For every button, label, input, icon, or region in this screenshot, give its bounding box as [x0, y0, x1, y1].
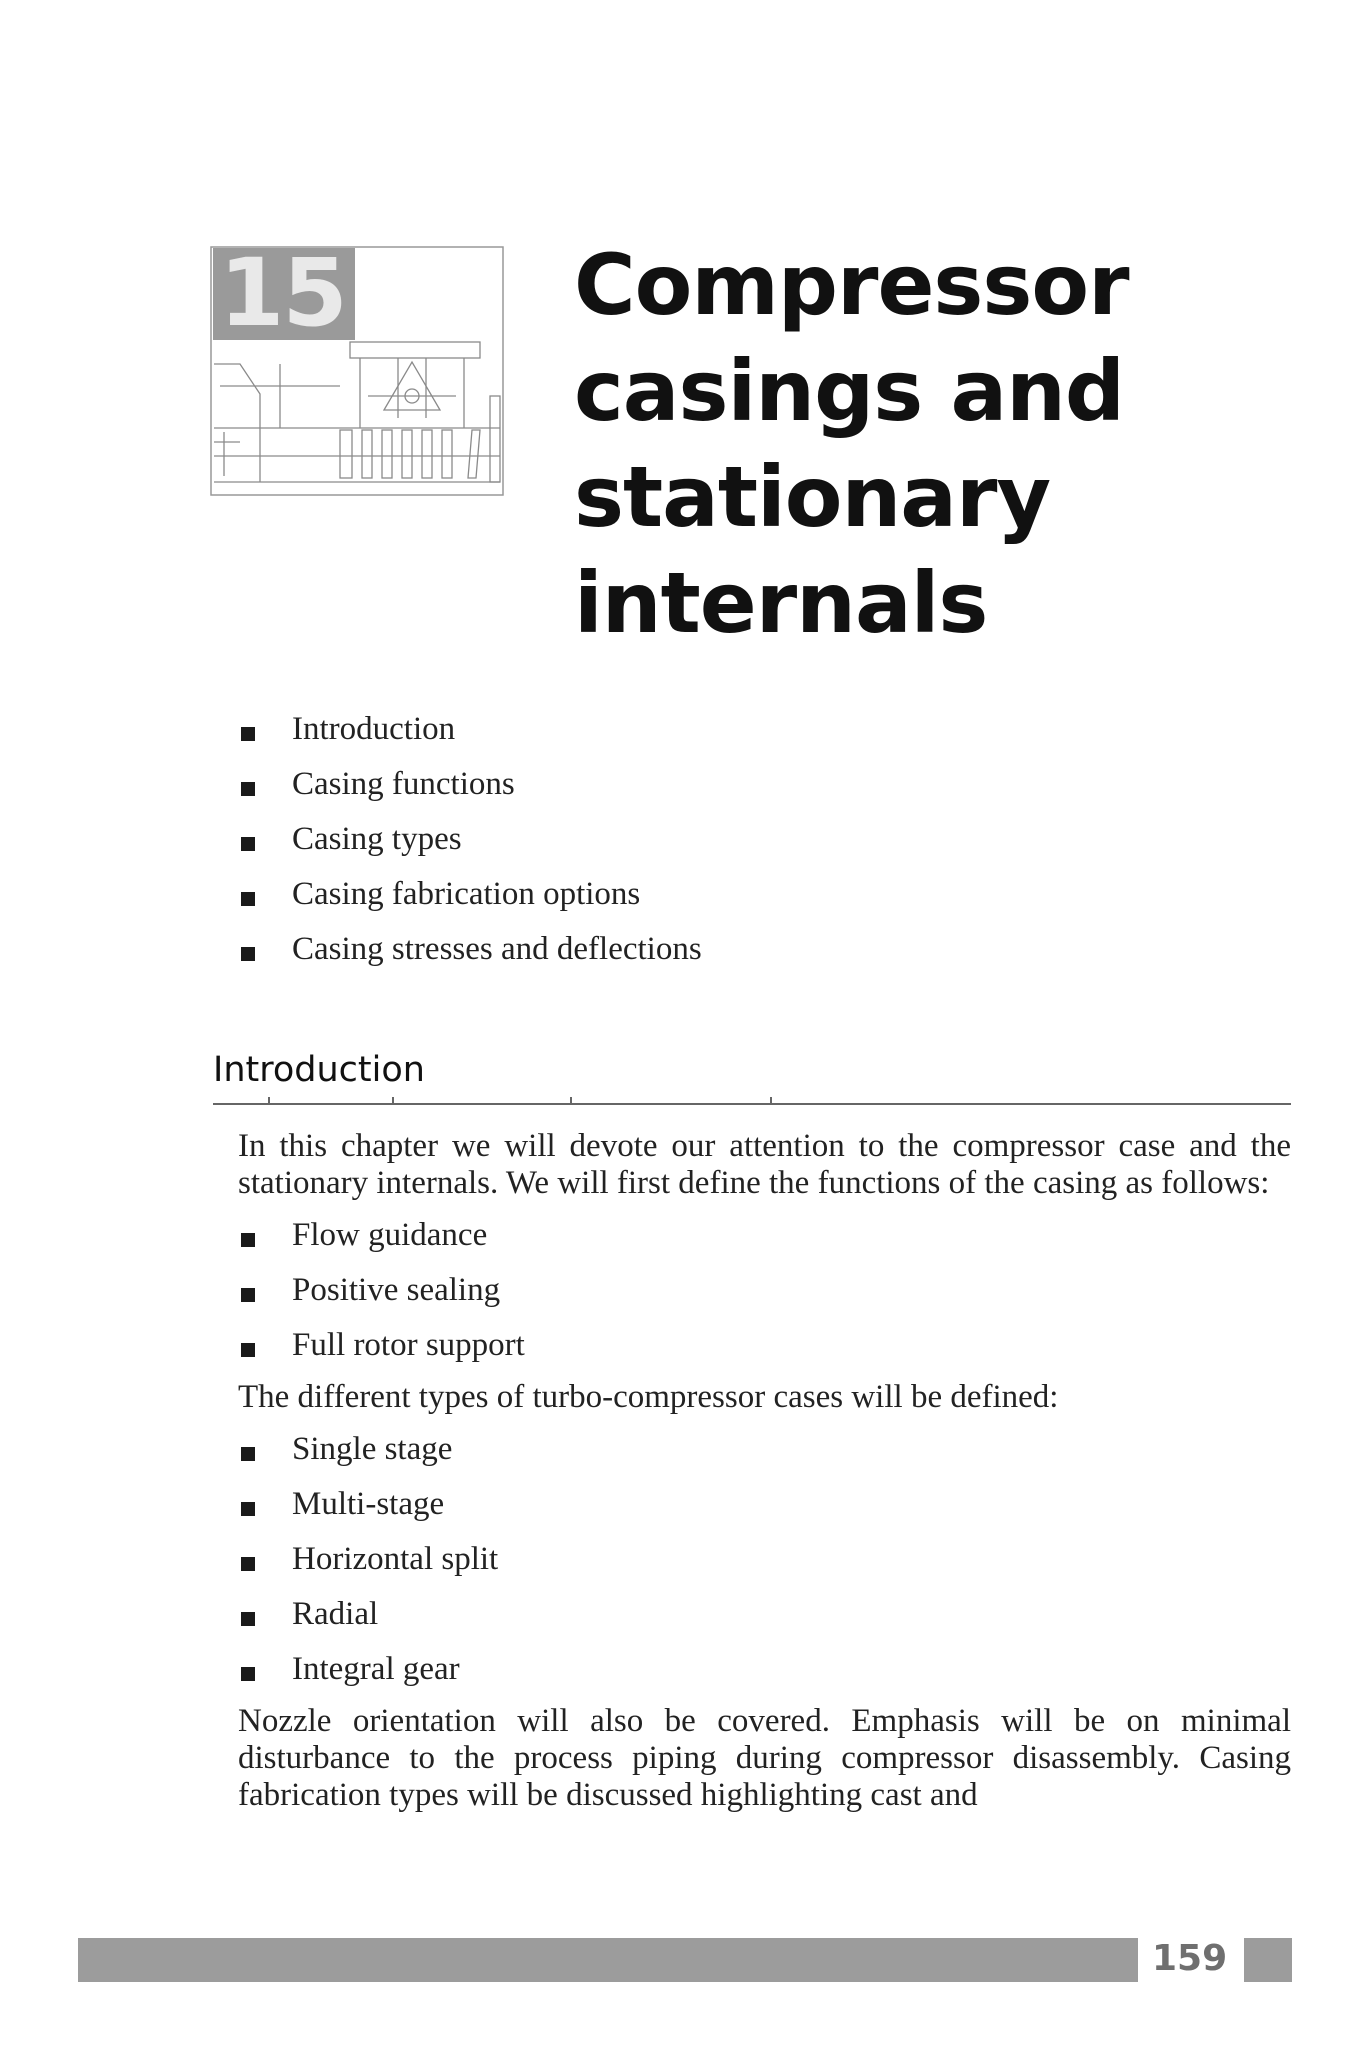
- chapter-title-line: Compressor: [574, 236, 1129, 334]
- chapter-number: 15: [213, 248, 355, 340]
- paragraph: Nozzle orientation will also be covered. Emphasis will be on minimal disturbance to the process piping during compressor disassembly. Casing fabrication types will be discussed highlighting cast and: [238, 1703, 1291, 1813]
- rule-tick: [570, 1097, 572, 1104]
- list-item: Positive sealing: [238, 1263, 1291, 1318]
- toc-item: Casing types: [238, 812, 702, 867]
- list-item: Single stage: [238, 1422, 1291, 1477]
- page-number: 159: [1152, 1938, 1228, 1979]
- list-item: Radial: [238, 1587, 1291, 1642]
- functions-list: [238, 1208, 1291, 1373]
- list-item: Multi-stage: [238, 1477, 1291, 1532]
- chapter-title-line: casings and: [574, 342, 1125, 440]
- list-item: Full rotor support: [238, 1318, 1291, 1373]
- list-item: Flow guidance: [238, 1208, 1291, 1263]
- toc-item: Casing functions: [238, 757, 702, 812]
- chapter-contents-list: [238, 702, 702, 977]
- footer-bar: [78, 1938, 1138, 1982]
- rule-tick: [392, 1097, 394, 1104]
- toc-item: Casing fabrication options: [238, 867, 702, 922]
- rule-tick: [770, 1097, 772, 1104]
- toc-item: Introduction: [238, 702, 702, 757]
- toc-item: Casing stresses and deflections: [238, 922, 702, 977]
- list-item: Integral gear: [238, 1642, 1291, 1697]
- section-rule: [213, 1103, 1291, 1105]
- types-list: [238, 1422, 1291, 1697]
- footer-block: [1244, 1938, 1292, 1982]
- chapter-title-line: stationary: [574, 448, 1051, 546]
- paragraph: In this chapter we will devote our attention to the compressor case and the stationary internals. We will first define the functions of the casing as follows:: [238, 1128, 1291, 1201]
- rule-tick: [268, 1097, 270, 1104]
- chapter-title: [574, 232, 1129, 656]
- list-item: Horizontal split: [238, 1532, 1291, 1587]
- section-body: [238, 1128, 1291, 1814]
- section-heading: Introduction: [213, 1050, 425, 1090]
- chapter-title-line: internals: [574, 554, 988, 652]
- paragraph: The different types of turbo-compressor cases will be defined:: [238, 1379, 1059, 1415]
